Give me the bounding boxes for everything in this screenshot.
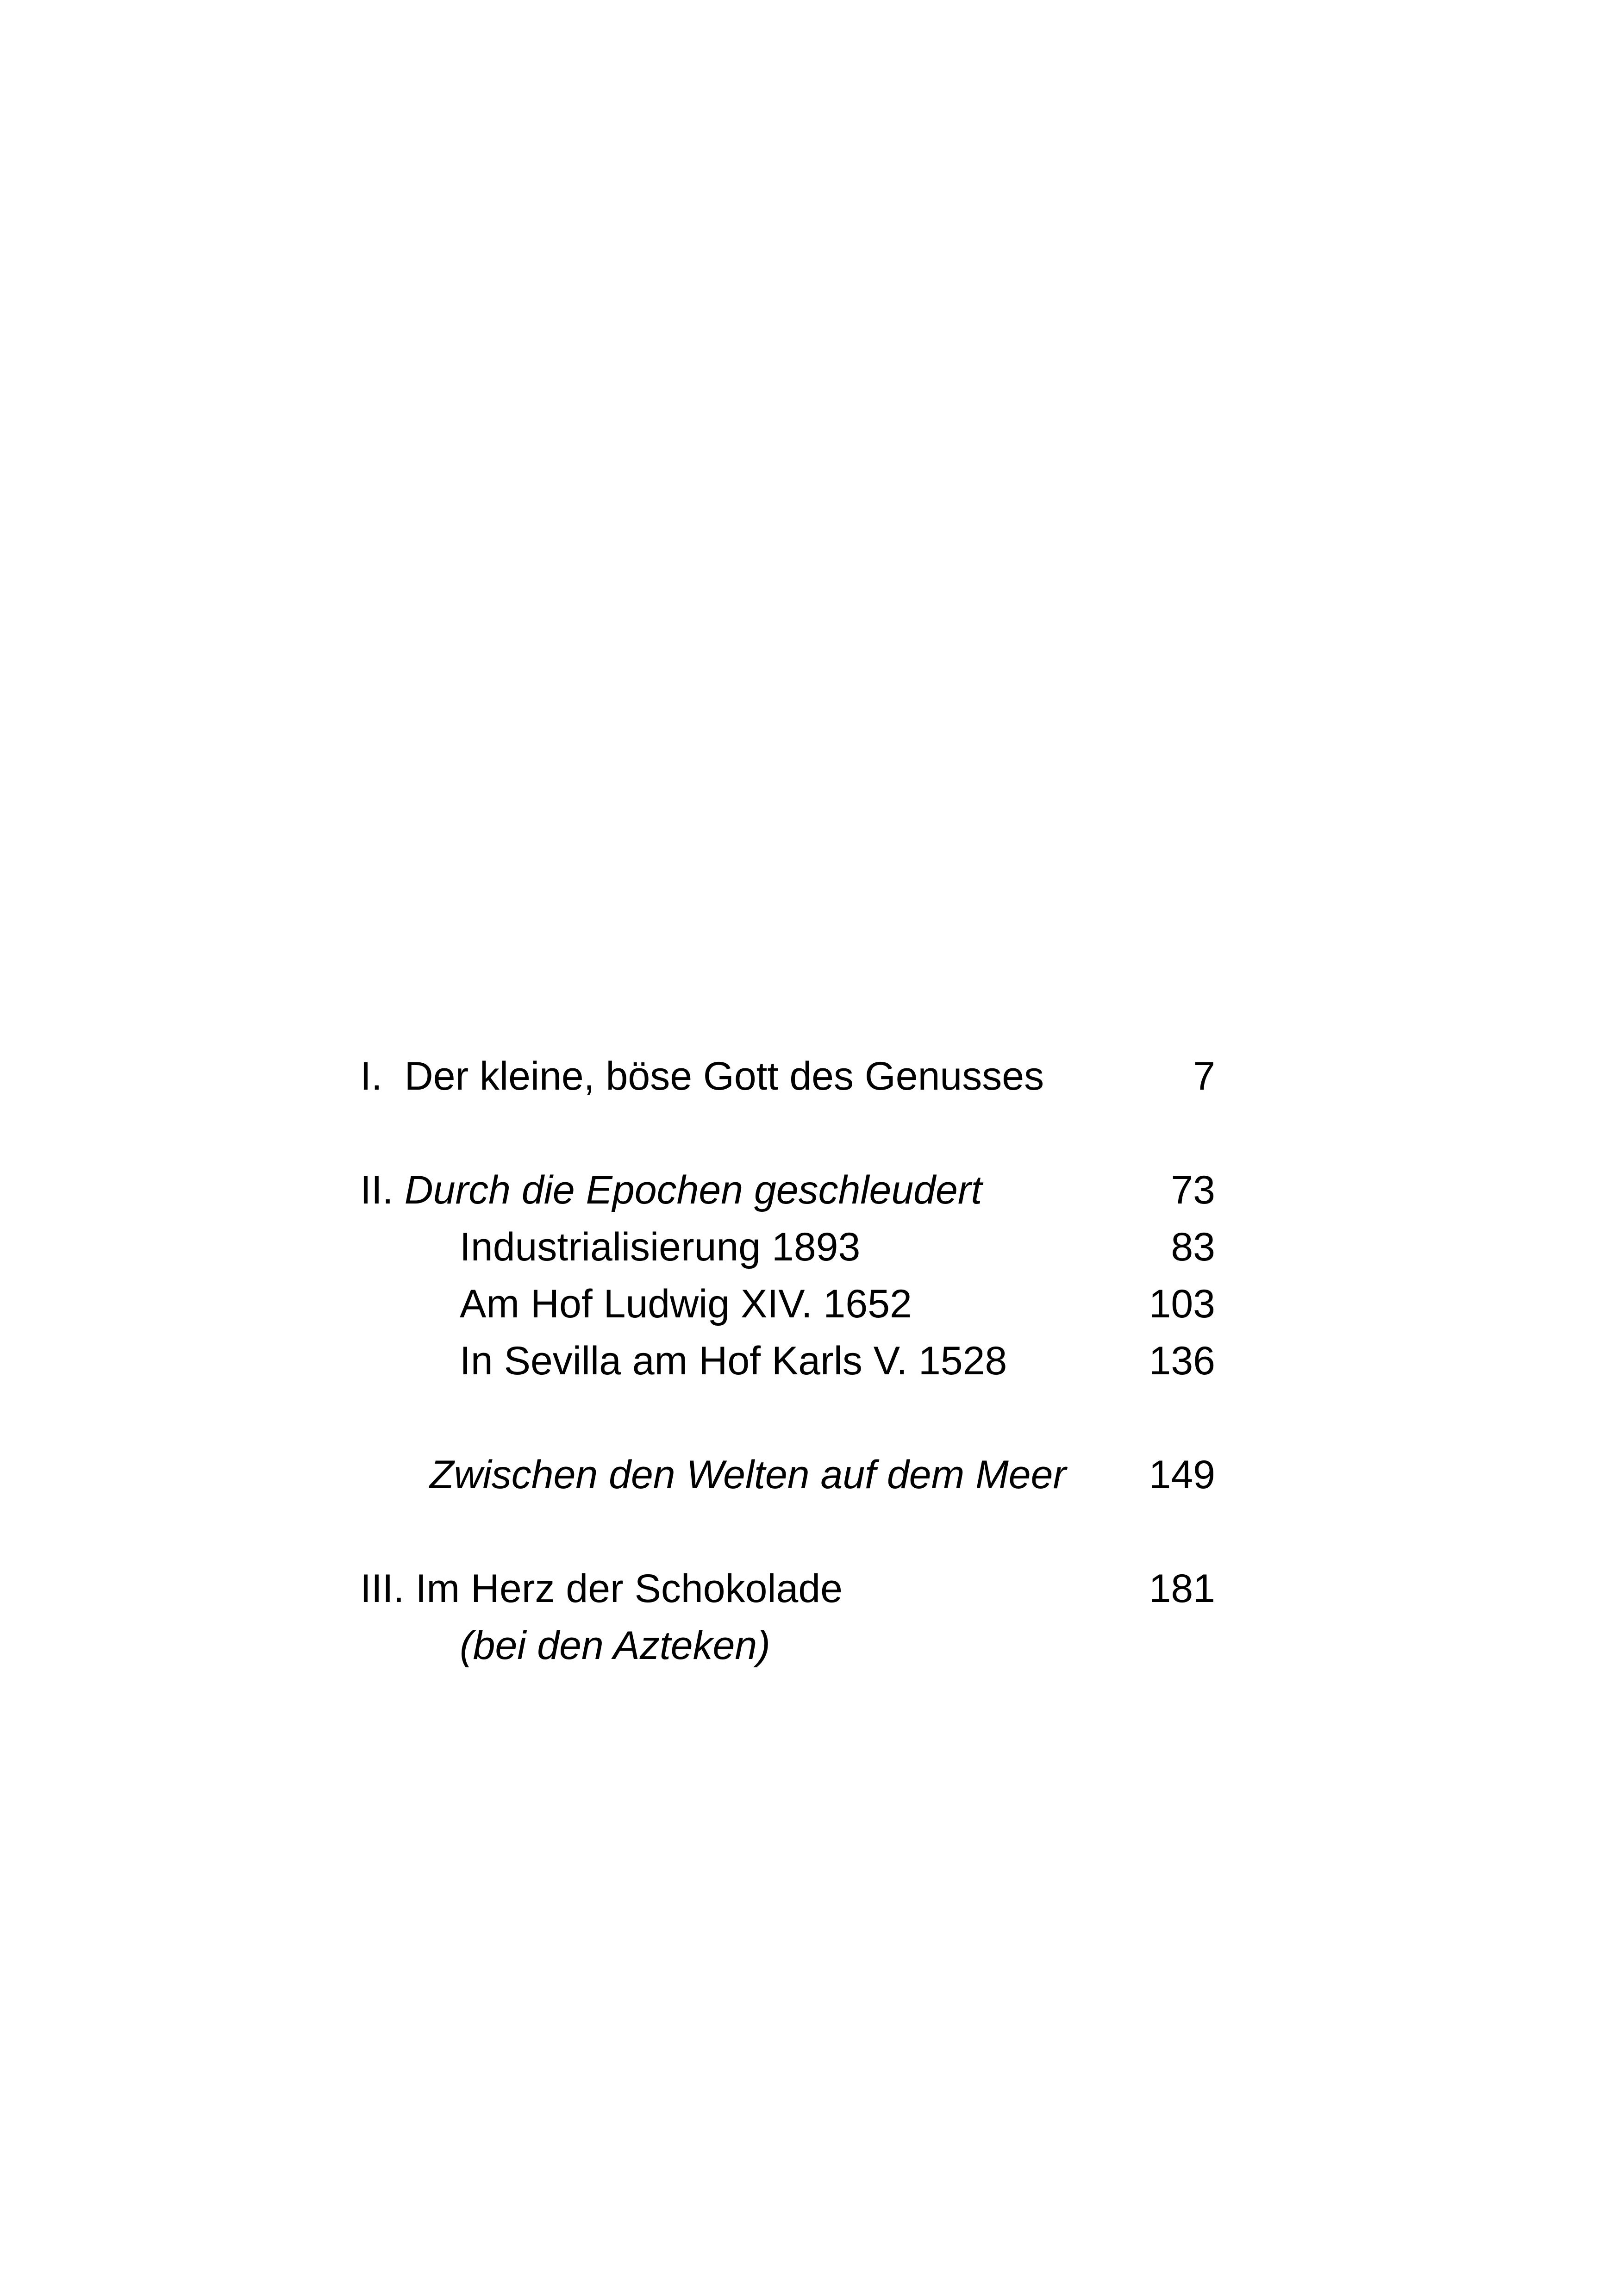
toc-entry-2-prefix: II. [360,1168,394,1212]
toc-entry-1 [360,1056,1044,1096]
toc-entry-1-page: 7 [1193,1054,1215,1098]
toc-entry-2-page: 73 [1171,1168,1215,1212]
toc-entry-4-page: 103 [1149,1282,1215,1326]
toc-entry-1-prefix: I. [360,1054,382,1098]
toc-entry-3-title: Industrialisierung 1893 [460,1225,861,1269]
toc-entry-5-page: 136 [1149,1339,1215,1383]
toc-entry-7-page: 181 [1149,1566,1215,1611]
toc-entry-2-title: Durch die Epochen geschleudert [404,1168,982,1212]
toc-entry-2 [360,1170,982,1210]
toc-entry-3-page: 83 [1171,1225,1215,1269]
toc-entry-8 [460,1623,770,1668]
toc-entry-7-prefix: III. [360,1566,405,1611]
toc-entry-4-title: Am Hof Ludwig XIV. 1652 [460,1282,912,1326]
toc-entry-5 [460,1341,1007,1381]
toc-entry-8-title: (bei den Azteken) [460,1623,770,1668]
toc-entry-3 [460,1227,860,1267]
toc-entry-4 [460,1284,912,1324]
toc-entry-6-title: Zwischen den Welten auf dem Meer [430,1453,1067,1497]
toc-entry-7 [360,1566,843,1611]
toc-entry-7-title: Im Herz der Schokolade [415,1566,843,1611]
toc-entry-6-page: 149 [1149,1453,1215,1497]
toc-entry-5-title: In Sevilla am Hof Karls V. 1528 [460,1339,1007,1383]
toc-entry-6 [430,1455,1066,1495]
toc-entry-1-title: Der kleine, böse Gott des Genusses [404,1054,1044,1098]
